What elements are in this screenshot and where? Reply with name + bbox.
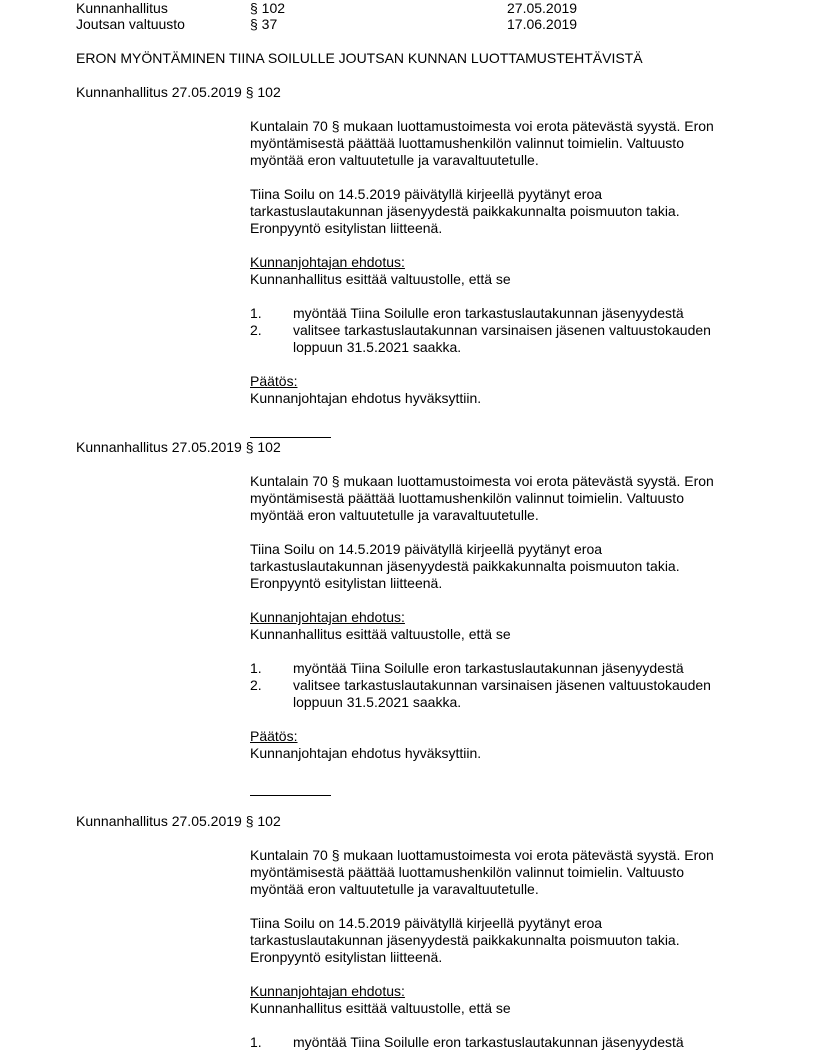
minutes-section: [76, 439, 776, 762]
list-number: 2.: [250, 677, 262, 693]
proposal-intro: Kunnanhallitus esittää valtuustolle, että se: [250, 1000, 511, 1016]
text-line: tarkastuslautakunnan jäsenyydestä paikkakunnalta poismuuton takia.: [250, 932, 680, 948]
legal-paragraph: [250, 118, 776, 169]
section-heading: Kunnanhallitus 27.05.2019 § 102: [76, 439, 281, 455]
legal-paragraph: [250, 473, 776, 524]
text-line: Tiina Soilu on 14.5.2019 päivätyllä kirjeellä pyytänyt eroa: [250, 915, 603, 931]
proposal-label: Kunnanjohtajan ehdotus:: [250, 983, 405, 999]
request-paragraph: [250, 915, 776, 966]
decision: [250, 728, 776, 762]
text-line: Kuntalain 70 § mukaan luottamustoimesta voi erota pätevästä syystä. Eron: [250, 847, 714, 863]
list-number: 1.: [250, 660, 262, 676]
decision-label: Päätös:: [250, 373, 298, 389]
decision-text: Kunnanjohtajan ehdotus hyväksyttiin.: [250, 390, 482, 406]
text-line: Tiina Soilu on 14.5.2019 päivätyllä kirjeellä pyytänyt eroa: [250, 541, 603, 557]
text-line: Kuntalain 70 § mukaan luottamustoimesta voi erota pätevästä syystä. Eron: [250, 118, 714, 134]
proposal-list: [250, 1034, 776, 1051]
section-heading: Kunnanhallitus 27.05.2019 § 102: [76, 813, 281, 829]
decision-text: Kunnanjohtajan ehdotus hyväksyttiin.: [250, 745, 482, 761]
proposal-list: [250, 660, 776, 711]
decision: [250, 373, 776, 407]
header-date: 27.05.2019: [507, 0, 578, 16]
header-body: Kunnanhallitus: [76, 0, 168, 16]
header-section: § 102: [250, 0, 286, 16]
proposal: [250, 609, 776, 643]
list-number: 1.: [250, 1034, 262, 1050]
text-line: Tiina Soilu on 14.5.2019 päivätyllä kirjeellä pyytänyt eroa: [250, 186, 603, 202]
text-line: valitsee tarkastuslautakunnan varsinaisen jäsenen valtuustokauden: [293, 677, 711, 693]
proposal-label: Kunnanjohtajan ehdotus:: [250, 254, 405, 270]
text-line: myöntää Tiina Soilulle eron tarkastuslautakunnan jäsenyydestä: [293, 1034, 684, 1050]
list-item: [250, 677, 776, 711]
text-line: Eronpyyntö esitylistan liitteenä.: [250, 575, 443, 591]
text-line: myöntämisestä päättää luottamushenkilön valinnut toimielin. Valtuusto: [250, 135, 684, 151]
section-heading: Kunnanhallitus 27.05.2019 § 102: [76, 84, 281, 100]
list-item: [250, 1034, 776, 1051]
text-line: myöntää eron valtuutetulle ja varavaltuutetulle.: [250, 507, 539, 523]
minutes-section: [76, 84, 776, 407]
text-line: valitsee tarkastuslautakunnan varsinaisen jäsenen valtuustokauden: [293, 322, 711, 338]
text-line: myöntää eron valtuutetulle ja varavaltuutetulle.: [250, 881, 539, 897]
text-line: tarkastuslautakunnan jäsenyydestä paikkakunnalta poismuuton takia.: [250, 558, 680, 574]
text-line: Kuntalain 70 § mukaan luottamustoimesta voi erota pätevästä syystä. Eron: [250, 473, 714, 489]
proposal: [250, 983, 776, 1017]
separator-line: [250, 437, 331, 438]
list-number: 2.: [250, 322, 262, 338]
header-body: Joutsan valtuusto: [76, 16, 185, 32]
text-line: Eronpyyntö esitylistan liitteenä.: [250, 220, 443, 236]
text-line: myöntää Tiina Soilulle eron tarkastuslautakunnan jäsenyydestä: [293, 660, 684, 676]
request-paragraph: [250, 541, 776, 592]
decision-label: Päätös:: [250, 728, 298, 744]
minutes-section: [76, 813, 776, 1051]
text-line: tarkastuslautakunnan jäsenyydestä paikkakunnalta poismuuton takia.: [250, 203, 680, 219]
text-line: myöntää eron valtuutetulle ja varavaltuutetulle.: [250, 152, 539, 168]
document-title: ERON MYÖNTÄMINEN TIINA SOILULLE JOUTSAN KUNNAN LUOTTAMUSTEHTÄVISTÄ: [76, 50, 643, 66]
proposal-intro: Kunnanhallitus esittää valtuustolle, että se: [250, 271, 511, 287]
list-item: [250, 305, 776, 322]
legal-paragraph: [250, 847, 776, 898]
separator-line: [250, 795, 331, 796]
proposal-intro: Kunnanhallitus esittää valtuustolle, että se: [250, 626, 511, 642]
header-section: § 37: [250, 16, 278, 32]
proposal-list: [250, 305, 776, 356]
request-paragraph: [250, 186, 776, 237]
text-line: loppuun 31.5.2021 saakka.: [293, 694, 462, 710]
text-line: myöntämisestä päättää luottamushenkilön valinnut toimielin. Valtuusto: [250, 490, 684, 506]
text-line: myöntämisestä päättää luottamushenkilön valinnut toimielin. Valtuusto: [250, 864, 684, 880]
text-line: Eronpyyntö esitylistan liitteenä.: [250, 949, 443, 965]
list-item: [250, 322, 776, 356]
text-line: loppuun 31.5.2021 saakka.: [293, 339, 462, 355]
list-item: [250, 660, 776, 677]
proposal-label: Kunnanjohtajan ehdotus:: [250, 609, 405, 625]
header-date: 17.06.2019: [507, 16, 578, 32]
proposal: [250, 254, 776, 288]
list-number: 1.: [250, 305, 262, 321]
text-line: myöntää Tiina Soilulle eron tarkastuslautakunnan jäsenyydestä: [293, 305, 684, 321]
